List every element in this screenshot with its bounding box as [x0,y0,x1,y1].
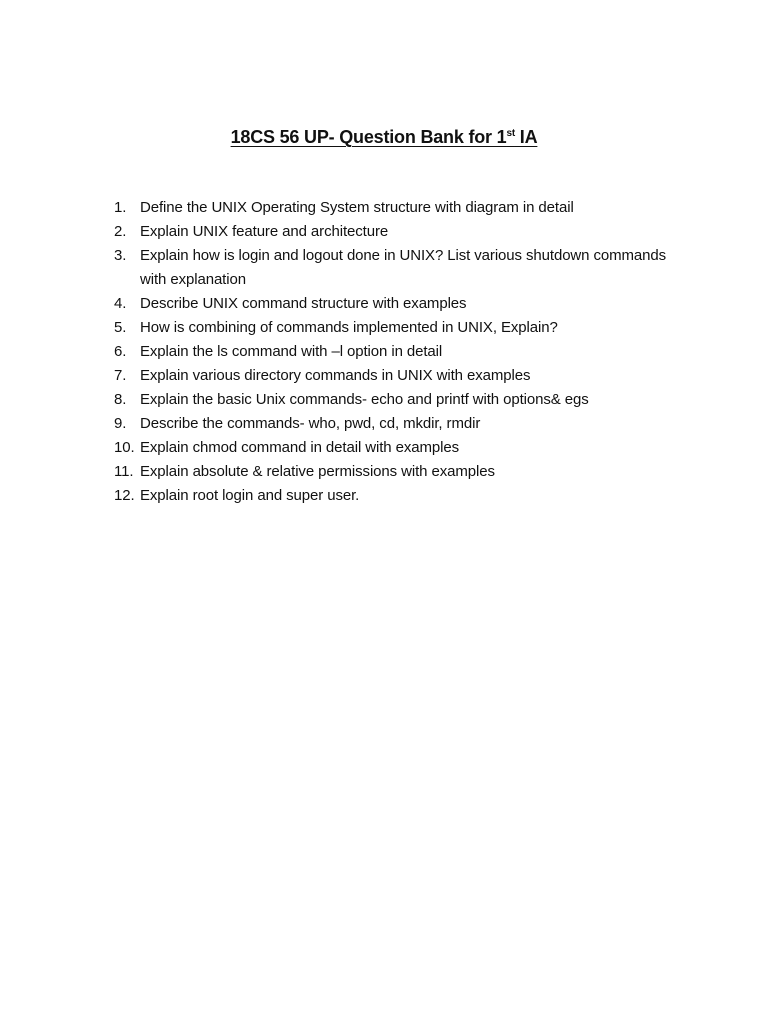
question-text: Define the UNIX Operating System structure with diagram in detail [140,199,574,216]
question-text: Explain the ls command with –l option in detail [140,343,443,360]
title-superscript: st [506,128,515,139]
question-number: 3. [114,247,127,264]
question-text: Explain absolute & relative permissions with examples [140,463,495,480]
question-item [114,292,674,316]
question-number: 9. [114,415,127,432]
title-tail: IA [514,127,538,147]
question-text: Explain UNIX feature and architecture [140,223,389,240]
question-text: Explain the basic Unix commands- echo and printf with options& egs [140,391,589,408]
question-item [114,460,674,484]
question-text: Explain chmod command in detail with examples [140,439,459,456]
question-item [114,196,674,220]
question-item [114,484,674,508]
question-number: 1. [114,199,127,216]
question-item [114,364,674,388]
question-item [114,244,674,292]
question-number: 12. [114,487,135,504]
question-number: 5. [114,319,127,336]
question-item [114,340,674,364]
question-list [114,196,674,508]
question-number: 6. [114,343,127,360]
question-text: How is combining of commands implemented in UNIX, Explain? [140,319,558,336]
question-text: Explain root login and super user. [140,487,360,504]
question-item [114,220,674,244]
title-main: 18CS 56 UP- Question Bank for 1 [230,127,507,147]
question-text: Explain various directory commands in UNIX with examples [140,367,531,384]
page-title [0,127,768,148]
question-item [114,316,674,340]
question-item [114,436,674,460]
question-text: Describe the commands- who, pwd, cd, mkdir, rmdir [140,415,481,432]
question-number: 10. [114,439,135,456]
question-number: 11. [114,463,134,480]
question-text: Describe UNIX command structure with examples [140,295,467,312]
question-number: 7. [114,367,127,384]
question-item [114,388,674,412]
question-text: Explain how is login and logout done in UNIX? List various shutdown commands with explanation [140,247,667,288]
question-item [114,412,674,436]
question-number: 8. [114,391,127,408]
question-number: 2. [114,223,127,240]
question-number: 4. [114,295,127,312]
